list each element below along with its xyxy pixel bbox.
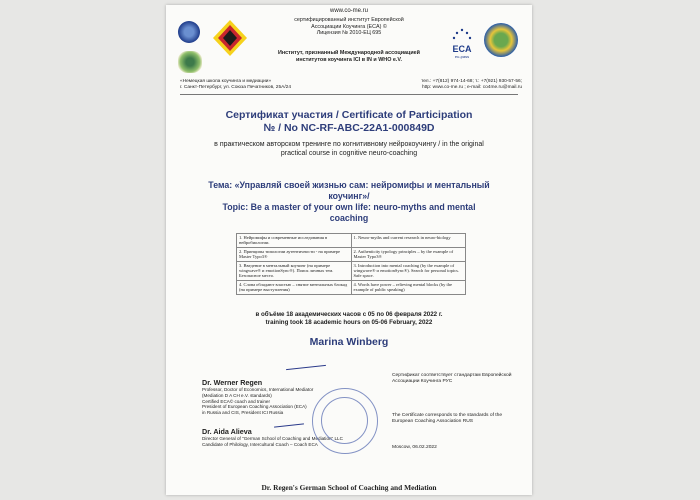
globe-logo-icon — [178, 51, 202, 73]
table-row — [237, 280, 466, 294]
signer-name: Dr. Aida Alieva — [202, 427, 252, 436]
wpo-logo-icon — [178, 21, 200, 43]
module-ru: 3. Введение в ментальный коучинг (на примере wingwave® и emotionSync®). Поиск личных тем. Безопасное место. — [237, 261, 352, 280]
certificate-title: Сертификат участия / Certificate of Participation — [225, 109, 473, 121]
ici-logo-icon — [484, 23, 518, 57]
table-row — [237, 234, 466, 248]
participant-name: Marina Winberg — [309, 336, 389, 348]
header-text-bottom: Институт, признанный Международной ассоциацией институтов коучинга ICI в IN и WHO е.V. — [277, 50, 420, 63]
signer-name: Dr. Werner Regen — [202, 378, 263, 387]
address-right: тел.: +7(812) 974-14-68; т.: +7(921) 930-57-56; http: www.co-me.ru ; e-mail: co4me.ru@mail.ru — [421, 79, 522, 91]
certificate-page — [166, 5, 532, 495]
issue-date: Moscow, 06.02.2022 — [392, 445, 437, 450]
module-ru: 2. Принципы типологии аутентичности - на примере Master Typo3® — [237, 247, 352, 261]
eca-logo: ECA eu-pass — [446, 27, 478, 55]
module-en: 1. Neuro-myths and current research in neuro-biology — [351, 234, 466, 248]
website-url: www.co-me.ru — [329, 8, 368, 14]
header-text-top: сертифицированный институт Европейской Ассоциации Коучинга (ECA) © Лицензия № 2010-ЕЦ 695 — [294, 17, 404, 37]
footer-school-name: Dr. Regen's German School of Coaching and Mediation — [261, 483, 437, 492]
module-en: 2. Authenticity typology principles – by the example of Master Typo3® — [351, 247, 466, 261]
address-left: «Немецкая школа коучинга и медиации» г. Санкт-Петербург, ул. Союза Печатников, 25А/24 — [180, 79, 291, 91]
header-divider — [180, 94, 518, 95]
course-intro: в практическом авторском тренинге по когнитивному нейрокоучингу / in the original practical course in cognitive neuro-coaching — [214, 141, 484, 157]
signature-block-2: Dr. Aida Alieva Director General of "German School of Coaching and Mediation" LLC Candidate of Philology, Intercultural Coach – Coach ECA — [202, 427, 392, 448]
training-hours: в объёме 18 академических часов с 05 по 06 февраля 2022 г. training took 18 academic hours on 05-06 February, 2022 — [255, 311, 443, 326]
modules-table — [236, 233, 466, 295]
signature-1 — [286, 365, 326, 370]
standards-ru: Сертификат соответствует стандартам Европейской Ассоциации Коучинга РУС — [392, 373, 512, 385]
module-ru: 1. Нейромифы и современные исследования в нейробиологии. — [237, 234, 352, 248]
module-ru: 4. Слова обладают властью – снятие ментальных блокад (на примере выступления) — [237, 280, 352, 294]
standards-en: The Certificate corresponds to the standards of the European Coaching Association RUS — [392, 413, 503, 425]
eca-stars-icon — [446, 28, 478, 40]
eca-emblem-icon — [212, 19, 248, 57]
certificate-number: № / No NC-RF-ABC-22A1-000849D — [263, 122, 435, 134]
table-row — [237, 247, 466, 261]
module-en: 4. Words have power – relieving mental blocks (by the example of public speaking) — [351, 280, 466, 294]
official-stamp-icon — [312, 388, 378, 454]
course-topic: Тема: «Управляй своей жизнью сам: нейромифы и ментальный коучинг»/ Topic: Be a master of your own life: neuro-myths and mental coaching — [208, 180, 490, 223]
module-en: 3. Introduction into mental coaching (by the example of wingwave® и emotionSync®). Search for personal topics. Safe space. — [351, 261, 466, 280]
signature-block-1: Dr. Werner Regen Professor, Doctor of Economics, International Mediator (Mediation D A CH e.V. standards) Certified ECA© coach and trainer President of European Coaching Association (ECA) in Russia and CIS, President ICI Russia — [202, 378, 370, 416]
table-row — [237, 261, 466, 280]
